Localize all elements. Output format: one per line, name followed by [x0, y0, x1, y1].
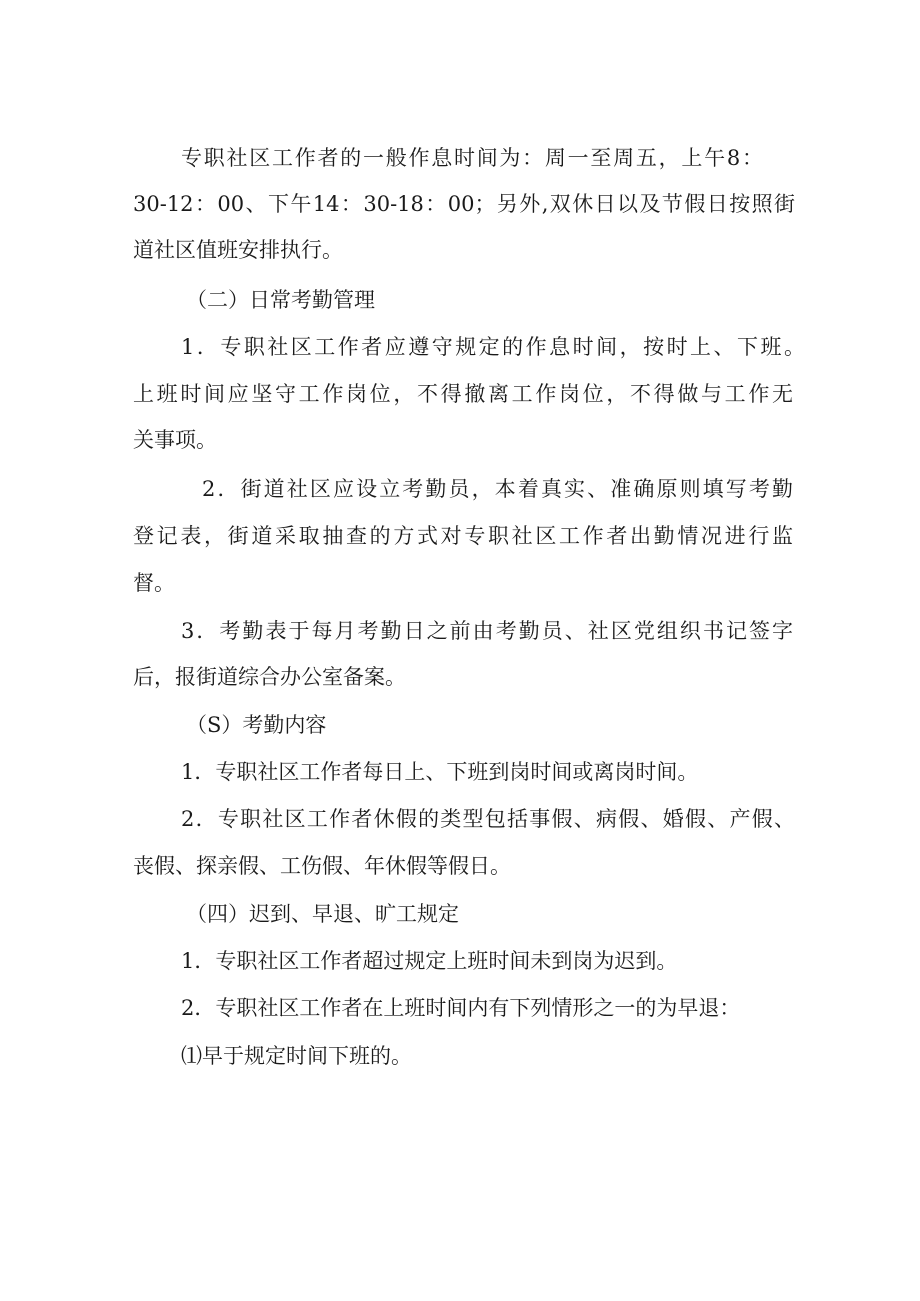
item-1-line-2: 上班时间应坚守工作岗位，不得撤离工作岗位，不得做与工作无 [133, 382, 793, 406]
item-2-line-3: 督。 [133, 571, 175, 595]
rule-subitem-1: ⑴早于规定时间下班的。 [181, 1044, 412, 1068]
paragraph-work-hours-line-2: 30-12：00、下午14：30-18：00；另外,双休日以及节假日按照街 [133, 192, 795, 216]
rule-item-1: 1．专职社区工作者超过规定上班时间未到岗为迟到。 [181, 949, 678, 973]
content-item-1: 1．专职社区工作者每日上、下班到岗时间或离岗时间。 [181, 760, 699, 784]
section-heading-lateness-rules: （四）迟到、早退、旷工规定 [186, 902, 459, 926]
item-2-line-1: 2．街道社区应设立考勤员，本着真实、准确原则填写考勤 [202, 477, 793, 501]
item-1-line-3: 关事项。 [133, 428, 217, 452]
content-item-2-line-1: 2．专职社区工作者休假的类型包括事假、病假、婚假、产假、 [181, 807, 795, 831]
item-2-line-2: 登记表，街道采取抽查的方式对专职社区工作者出勤情况进行监 [133, 524, 793, 548]
content-item-2-line-2: 丧假、探亲假、工伤假、年休假等假日。 [133, 854, 511, 878]
item-3-line-1: 3．考勤表于每月考勤日之前由考勤员、社区党组织书记签字 [181, 619, 793, 643]
section-heading-attendance-content: （S）考勤内容 [186, 713, 327, 737]
item-1-line-1: 1．专职社区工作者应遵守规定的作息时间，按时上、下班。 [181, 335, 805, 359]
paragraph-work-hours-line-1: 专职社区工作者的一般作息时间为：周一至周五，上午8： [181, 146, 763, 170]
item-3-line-2: 后，报街道综合办公室备案。 [133, 665, 406, 689]
rule-item-2: 2．专职社区工作者在上班时间内有下列情形之一的为早退： [181, 996, 741, 1020]
paragraph-work-hours-line-3: 道社区值班安排执行。 [133, 238, 343, 262]
section-heading-attendance-management: （二）日常考勤管理 [186, 288, 375, 312]
